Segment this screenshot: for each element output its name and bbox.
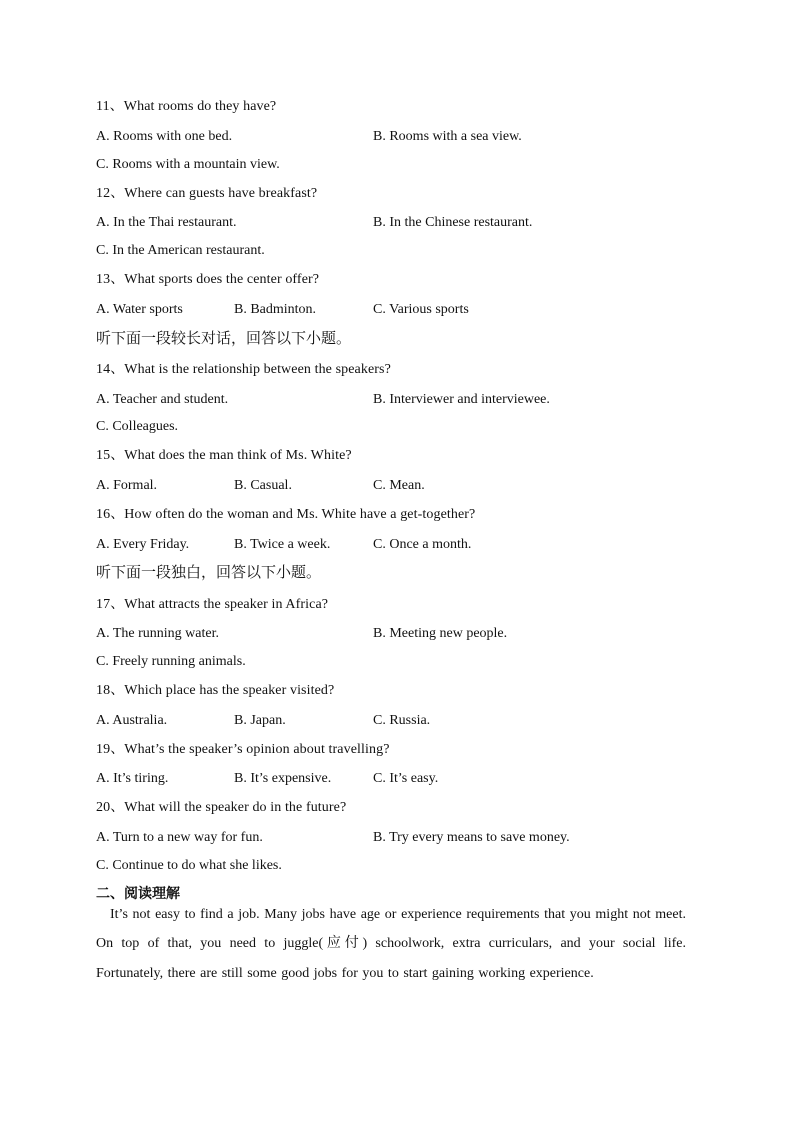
question-18: 18、Which place has the speaker visited? [96, 683, 335, 698]
q12-option-a: A. In the Thai restaurant. [96, 215, 237, 230]
q15-option-a: A. Formal. [96, 478, 158, 493]
q16-option-b: B. Twice a week. [234, 537, 331, 552]
q16-option-c: C. Once a month. [373, 537, 472, 552]
q14-option-a: A. Teacher and student. [96, 392, 229, 407]
q18-option-b: B. Japan. [234, 713, 286, 728]
q19-option-c: C. It’s easy. [373, 771, 439, 786]
q11-option-c: C. Rooms with a mountain view. [96, 157, 280, 172]
q12-option-b: B. In the Chinese restaurant. [373, 215, 533, 230]
q20-option-b: B. Try every means to save money. [373, 830, 570, 845]
instruction-long-dialogue: 听下面一段较长对话，回答以下小题。 [96, 329, 352, 347]
question-16: 16、How often do the woman and Ms. White have a get-together? [96, 507, 476, 522]
q17-option-b: B. Meeting new people. [373, 626, 508, 641]
section-title-reading: 二、阅读理解 [96, 886, 180, 902]
reading-paragraph: It’s not easy to find a job. Many jobs have age or experience requirements that you might not meet. On top of that, you need to juggle(应付) schoolwork, extra curriculars, and your social life. Fortunately, there are still some good jobs for you to start gaining working experience. [96, 907, 686, 981]
question-17: 17、What attracts the speaker in Africa? [96, 597, 329, 612]
q18-option-c: C. Russia. [373, 713, 431, 728]
q19-option-a: A. It’s tiring. [96, 771, 169, 786]
question-12: 12、Where can guests have breakfast? [96, 186, 318, 201]
q14-option-c: C. Colleagues. [96, 419, 179, 434]
q14-option-b: B. Interviewer and interviewee. [373, 392, 550, 407]
q15-option-c: C. Mean. [373, 478, 425, 493]
q20-option-c: C. Continue to do what she likes. [96, 858, 282, 873]
q17-option-a: A. The running water. [96, 626, 219, 641]
question-13: 13、What sports does the center offer? [96, 272, 320, 287]
q11-option-a: A. Rooms with one bed. [96, 129, 233, 144]
question-11: 11、What rooms do they have? [96, 99, 277, 114]
q20-option-a: A. Turn to a new way for fun. [96, 830, 263, 845]
q11-option-b: B. Rooms with a sea view. [373, 129, 522, 144]
instruction-monologue: 听下面一段独白，回答以下小题。 [96, 563, 322, 581]
question-14: 14、What is the relationship between the speakers? [96, 362, 391, 377]
question-15: 15、What does the man think of Ms. White? [96, 448, 352, 463]
question-19: 19、What’s the speaker’s opinion about travelling? [96, 742, 390, 757]
q18-option-a: A. Australia. [96, 713, 168, 728]
q16-option-a: A. Every Friday. [96, 537, 190, 552]
question-20: 20、What will the speaker do in the future? [96, 800, 347, 815]
q17-option-c: C. Freely running animals. [96, 654, 246, 669]
q19-option-b: B. It’s expensive. [234, 771, 332, 786]
q13-option-c: C. Various sports [373, 302, 469, 317]
q12-option-c: C. In the American restaurant. [96, 243, 265, 258]
q13-option-a: A. Water sports [96, 302, 183, 317]
q13-option-b: B. Badminton. [234, 302, 317, 317]
q15-option-b: B. Casual. [234, 478, 292, 493]
